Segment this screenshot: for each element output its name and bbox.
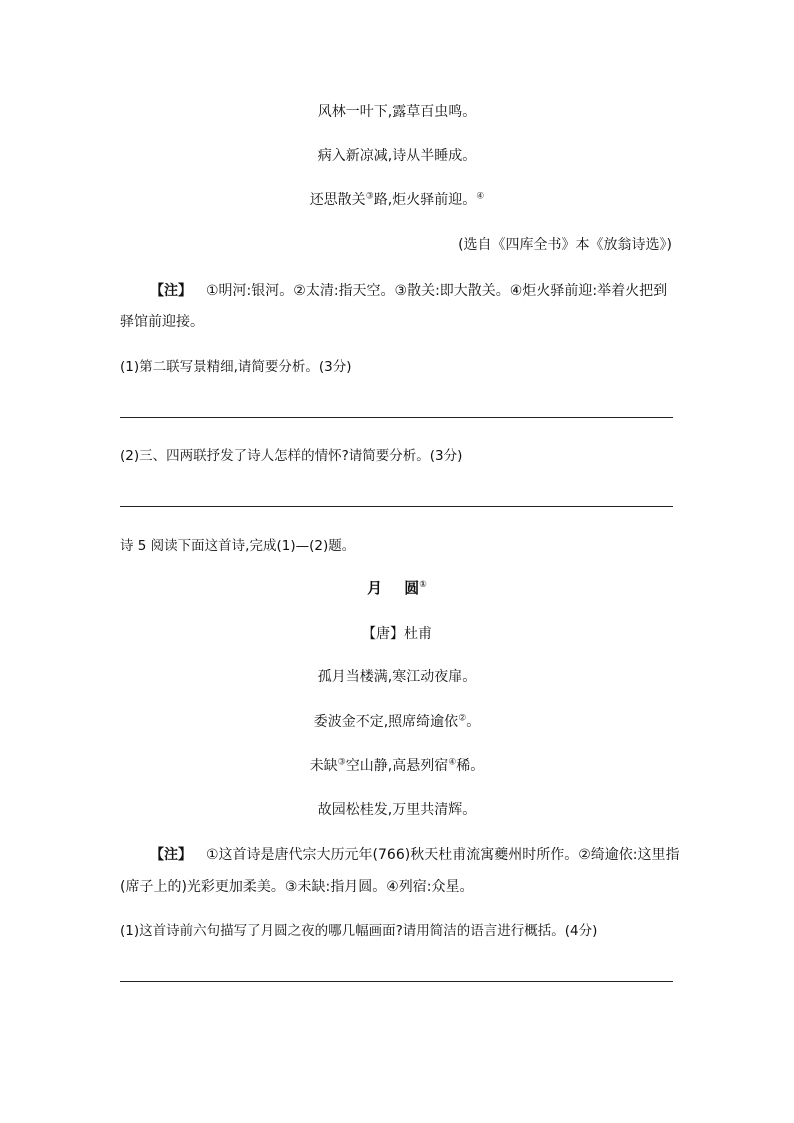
poem2-line-2 xyxy=(0,712,794,732)
footnote-marker-4: ④ xyxy=(476,191,485,202)
poem2-title-b: 圆 xyxy=(404,579,420,597)
poem2-intro: 诗 5 阅读下面这首诗,完成(1)—(2)题。 xyxy=(120,538,356,554)
poem2-line-3-c: 稀。 xyxy=(456,758,485,774)
poem1-question-1: (1)第二联写景精细,请简要分析。(3分) xyxy=(120,359,352,375)
poem1-note xyxy=(150,281,667,301)
poem2-note-text-1: ①这首诗是唐代宗大历元年(766)秋天杜甫流寓夔州时所作。②绮逾依:这里指 xyxy=(206,847,680,863)
poem2-line-3 xyxy=(0,756,794,776)
note-label: 【注】 xyxy=(150,283,192,299)
note-label-2: 【注】 xyxy=(150,847,192,863)
poem2-line-4: 故园松桂发,万里共清辉。 xyxy=(317,802,477,818)
poem2-note-text-2: (席子上的)光彩更加柔美。③未缺:指月圆。④列宿:众星。 xyxy=(120,879,474,895)
poem2-line-1: 孤月当楼满,寒江动夜扉。 xyxy=(317,669,477,685)
title-footnote-marker: ① xyxy=(419,580,427,590)
answer-line-2[interactable] xyxy=(120,506,673,507)
poem2-author: 【唐】杜甫 xyxy=(362,626,432,642)
poem2-title-a: 月 xyxy=(367,579,383,597)
footnote-marker-4b: ④ xyxy=(448,757,457,768)
poem2-line-2-a: 委波金不定,照席绮逾依 xyxy=(313,714,459,730)
poem2-question-1: (1)这首诗前六句描写了月圆之夜的哪几幅画面?请用简洁的语言进行概括。(4分) xyxy=(120,923,598,939)
answer-line-1[interactable] xyxy=(120,417,673,418)
poem1-source: (选自《四库全书》本《放翁诗选》) xyxy=(458,237,672,253)
poem1-line-3-b: 路,炬火驿前迎。 xyxy=(373,192,477,208)
poem1-note-text-2: 驿馆前迎接。 xyxy=(120,314,204,330)
poem2-title xyxy=(0,578,794,598)
footnote-marker-3b: ③ xyxy=(337,757,346,768)
poem1-note-text-1: ①明河:银河。②太清:指天空。③散关:即大散关。④炬火驿前迎:举着火把到 xyxy=(206,283,668,299)
poem2-line-3-b: 空山静,高悬列宿 xyxy=(345,758,449,774)
poem2-line-3-a: 未缺 xyxy=(309,758,338,774)
poem1-question-2: (2)三、四两联抒发了诗人怎样的情怀?请简要分析。(3分) xyxy=(120,448,463,464)
poem1-line-3 xyxy=(0,190,794,210)
answer-line-3[interactable] xyxy=(120,981,673,982)
poem1-line-1: 风林一叶下,露草百虫鸣。 xyxy=(317,104,477,120)
poem1-line-2: 病入新凉减,诗从半睡成。 xyxy=(317,148,477,164)
poem1-line-3-a: 还思散关 xyxy=(309,192,366,208)
poem2-note xyxy=(150,845,679,865)
footnote-marker-2: ② xyxy=(458,713,467,724)
footnote-marker-3: ③ xyxy=(365,191,374,202)
poem2-line-2-b: 。 xyxy=(466,714,481,730)
